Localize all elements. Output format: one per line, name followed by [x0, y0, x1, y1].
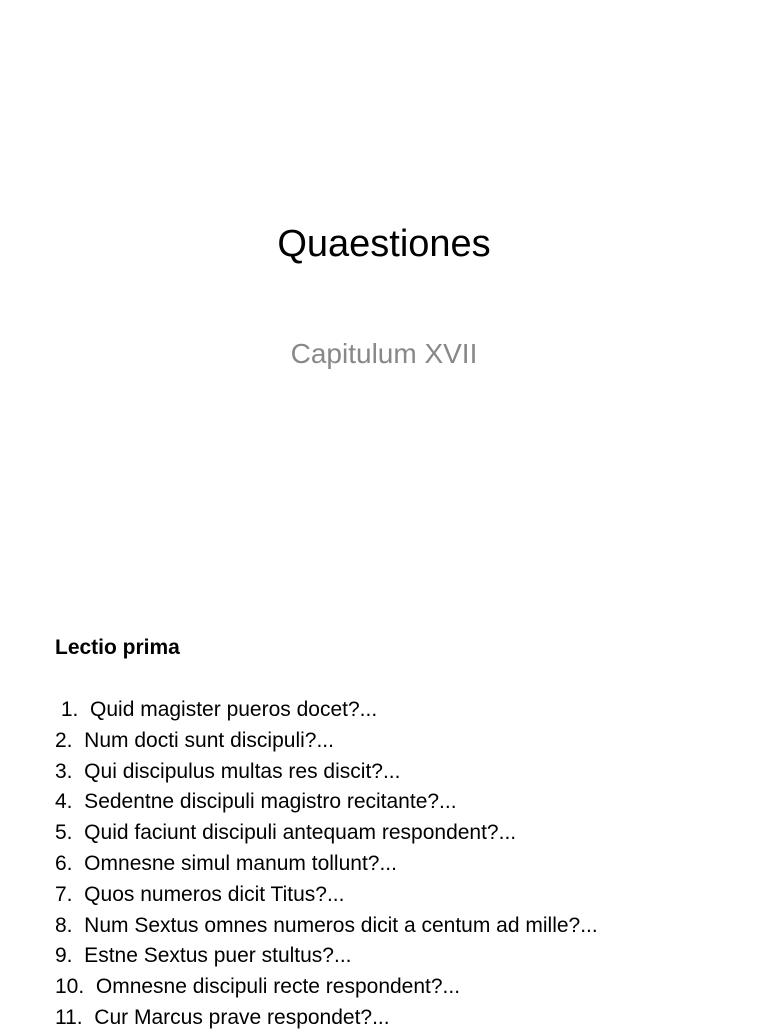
question-item: 3. Qui discipulus multas res discit?...	[55, 759, 401, 783]
slide-title: Quaestiones	[277, 223, 491, 265]
question-item: 5. Quid faciunt discipuli antequam respondent?...	[55, 821, 517, 845]
question-item: 6. Omnesne simul manum tollunt?...	[55, 851, 397, 875]
section-heading: Lectio prima	[55, 636, 180, 659]
question-item: 9. Estne Sextus puer stultus?...	[55, 944, 352, 968]
question-item: 7. Quos numeros dicit Titus?...	[55, 882, 345, 906]
question-list	[55, 695, 755, 1034]
question-item: 2. Num docti sunt discipuli?...	[55, 728, 334, 752]
question-item: 4. Sedentne discipuli magistro recitante?...	[55, 790, 457, 814]
question-item: 1. Quid magister pueros docet?...	[55, 698, 378, 721]
question-item: 10. Omnesne discipuli recte respondent?...	[55, 975, 461, 999]
slide-subtitle: Capitulum XVII	[290, 338, 478, 369]
question-item: 11. Cur Marcus prave respondet?...	[55, 1005, 390, 1029]
question-item: 8. Num Sextus omnes numeros dicit a centum ad mille?...	[55, 913, 598, 937]
